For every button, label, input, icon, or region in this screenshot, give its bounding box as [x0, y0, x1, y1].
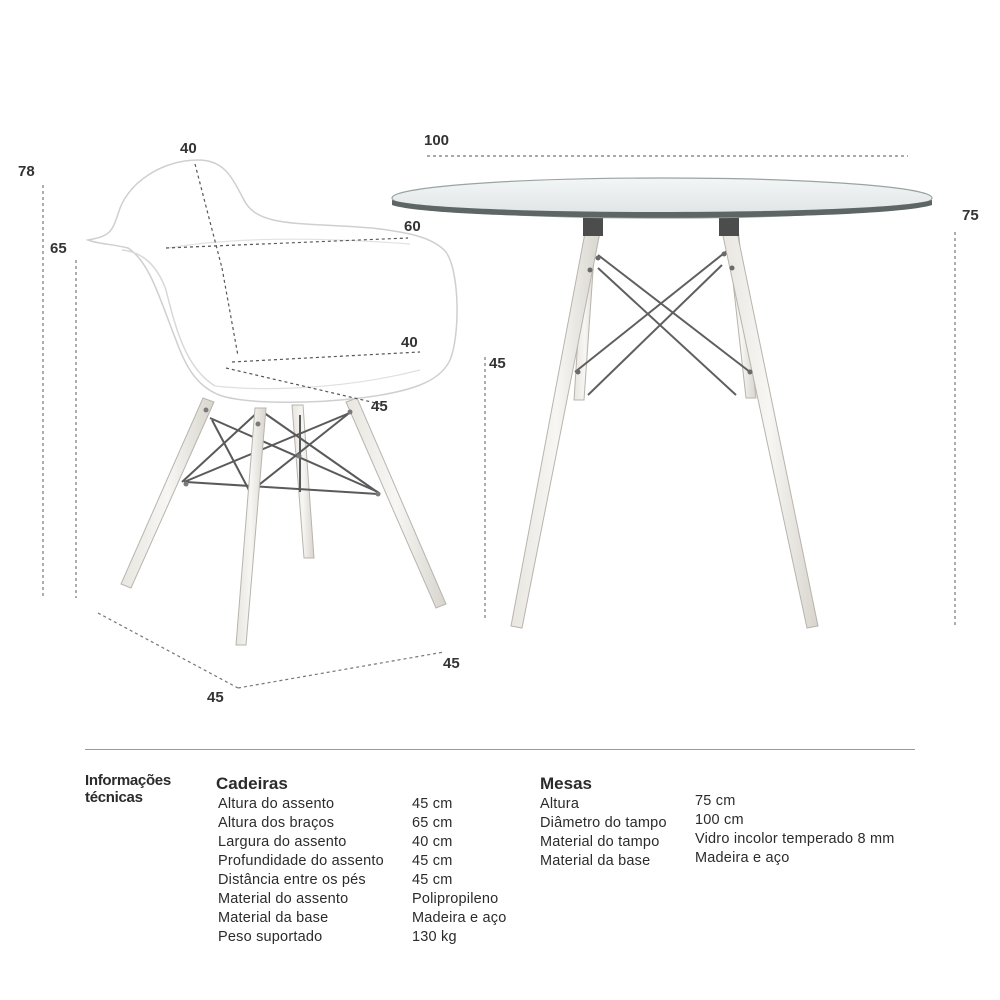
- dim-chair-seat-depth: 45: [371, 398, 388, 415]
- dim-table-height: 75: [962, 207, 979, 224]
- tables-value: 75 cm: [695, 793, 736, 809]
- chair-leg-front-middle: [236, 408, 266, 645]
- chairs-value: 65 cm: [412, 815, 453, 831]
- chair-leg-front-left: [121, 398, 214, 588]
- chair-leg-back-left: [292, 405, 314, 558]
- tables-label: Diâmetro do tampo: [540, 815, 667, 831]
- chairs-value: Polipropileno: [412, 891, 499, 907]
- chairs-label: Peso suportado: [218, 929, 323, 945]
- chairs-value: Madeira e aço: [412, 910, 507, 926]
- table-wire-base: [575, 250, 750, 395]
- chairs-value: 45 cm: [412, 872, 453, 888]
- dim-chair-base-depth: 45: [207, 689, 224, 706]
- dim-table-diameter: 100: [424, 132, 450, 149]
- tables-label: Material do tampo: [540, 834, 660, 850]
- chairs-value: 45 cm: [412, 853, 453, 869]
- tables-label: Altura: [540, 796, 580, 812]
- dim-chair-shell-width: 60: [404, 218, 421, 235]
- chairs-value: 40 cm: [412, 834, 453, 850]
- chairs-values: [412, 795, 507, 947]
- tables-labels: [540, 795, 667, 871]
- chairs-label: Largura do assento: [218, 834, 347, 850]
- table-leg-front-left: [511, 222, 602, 628]
- technical-info-title-line1: Informações: [85, 772, 171, 789]
- dim-chair-seat-width: 40: [401, 334, 418, 351]
- tables-label: Material da base: [540, 853, 651, 869]
- chairs-label: Material da base: [218, 910, 329, 926]
- chairs-label: Altura do assento: [218, 796, 335, 812]
- chairs-label: Profundidade do assento: [218, 853, 384, 869]
- tables-values: [695, 792, 895, 868]
- dim-chair-base-width: 45: [443, 655, 460, 672]
- section-divider: [85, 749, 915, 750]
- chairs-value: 45 cm: [412, 796, 453, 812]
- chairs-labels: [218, 795, 384, 947]
- round-table: [392, 178, 932, 628]
- dim-chair-arm-height: 65: [50, 240, 67, 257]
- dim-chair-seat-height: 45: [489, 355, 506, 372]
- chairs-heading: Cadeiras: [216, 774, 288, 793]
- chair-wire-base: [182, 410, 380, 494]
- technical-info-title: [85, 772, 195, 806]
- tables-value: Vidro incolor temperado 8 mm: [695, 831, 895, 847]
- technical-info-title-line2: técnicas: [85, 789, 143, 806]
- tables-value: 100 cm: [695, 812, 744, 828]
- armchair: [88, 160, 457, 645]
- dim-chair-shell-depth: 40: [180, 140, 197, 157]
- tables-value: Madeira e aço: [695, 850, 790, 866]
- chair-leg-front-right: [346, 398, 446, 608]
- chairs-value: 130 kg: [412, 929, 457, 945]
- table-leg-front-right: [720, 222, 818, 628]
- dim-chair-total-height: 78: [18, 163, 35, 180]
- chairs-label: Distância entre os pés: [218, 872, 366, 888]
- chairs-label: Altura dos braços: [218, 815, 335, 831]
- chairs-label: Material do assento: [218, 891, 349, 907]
- tables-heading: Mesas: [540, 774, 592, 793]
